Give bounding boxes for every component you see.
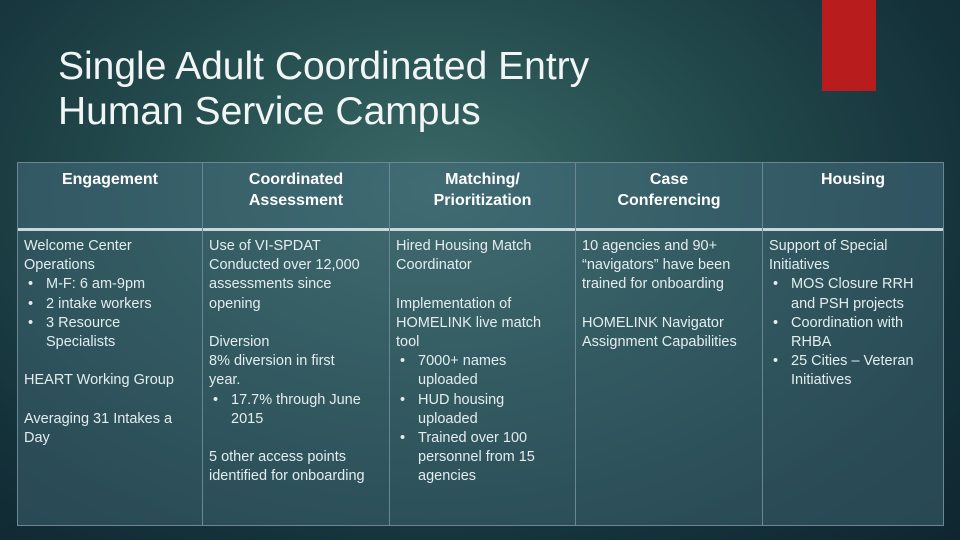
- matching-bullets: [396, 352, 570, 486]
- cell-assessment: [203, 231, 389, 525]
- housing-bullets: [769, 275, 938, 390]
- slide-title: [58, 44, 758, 134]
- header-assessment: Coordinated Assessment: [203, 163, 389, 231]
- list-item: • 25 Cities – Veteran Initiatives: [769, 352, 938, 390]
- column-assessment: [203, 163, 390, 525]
- list-item: • 7000+ names uploaded: [396, 352, 570, 390]
- column-housing: [763, 163, 943, 525]
- list-item: • Trained over 100 personnel from 15 agencies: [396, 429, 570, 487]
- column-matching: [390, 163, 576, 525]
- column-engagement: [18, 163, 203, 525]
- assessment-vispdat: Use of VI-SPDAT Conducted over 12,000 assessments since opening: [209, 238, 360, 312]
- header-housing: Housing: [763, 163, 943, 231]
- engagement-bullets: [24, 275, 197, 352]
- case-homelink: HOMELINK Navigator Assignment Capabilities: [582, 314, 737, 350]
- assessment-access-points: 5 other access points identified for onboarding: [209, 449, 365, 485]
- cell-housing: [763, 231, 943, 525]
- header-case-conferencing: Case Conferencing: [576, 163, 762, 231]
- list-item: • MOS Closure RRH and PSH projects: [769, 275, 938, 313]
- cell-case-conferencing: [576, 231, 762, 525]
- coordinated-entry-table: [17, 162, 944, 526]
- engagement-heart: HEART Working Group: [24, 372, 174, 389]
- list-item: • HUD housing uploaded: [396, 391, 570, 429]
- case-navigators: 10 agencies and 90+ “navigators” have been trained for onboarding: [582, 238, 731, 293]
- column-case-conferencing: [576, 163, 763, 525]
- assessment-diversion: Diversion 8% diversion in first year.: [209, 334, 335, 389]
- accent-bar: [822, 0, 876, 91]
- matching-homelink: Implementation of HOMELINK live match tool: [396, 295, 542, 350]
- list-item: • 2 intake workers: [24, 295, 197, 314]
- title-line-1: Single Adult Coordinated Entry: [58, 45, 590, 88]
- title-line-2: Human Service Campus: [58, 90, 481, 133]
- housing-initiatives: Support of Special Initiatives: [769, 238, 888, 274]
- matching-coordinator: Hired Housing Match Coordinator: [396, 238, 532, 274]
- list-item: • 17.7% through June 2015: [209, 391, 384, 429]
- cell-engagement: [18, 231, 202, 525]
- engagement-intakes: Averaging 31 Intakes a Day: [24, 410, 173, 446]
- header-engagement: Engagement: [18, 163, 202, 231]
- cell-matching: [390, 231, 575, 525]
- header-matching: Matching/ Prioritization: [390, 163, 575, 231]
- list-item: • Coordination with RHBA: [769, 314, 938, 352]
- list-item: • 3 Resource Specialists: [24, 314, 197, 352]
- list-item: • M-F: 6 am-9pm: [24, 275, 197, 294]
- assessment-bullets: [209, 391, 384, 429]
- engagement-intro: Welcome Center Operations: [24, 238, 132, 274]
